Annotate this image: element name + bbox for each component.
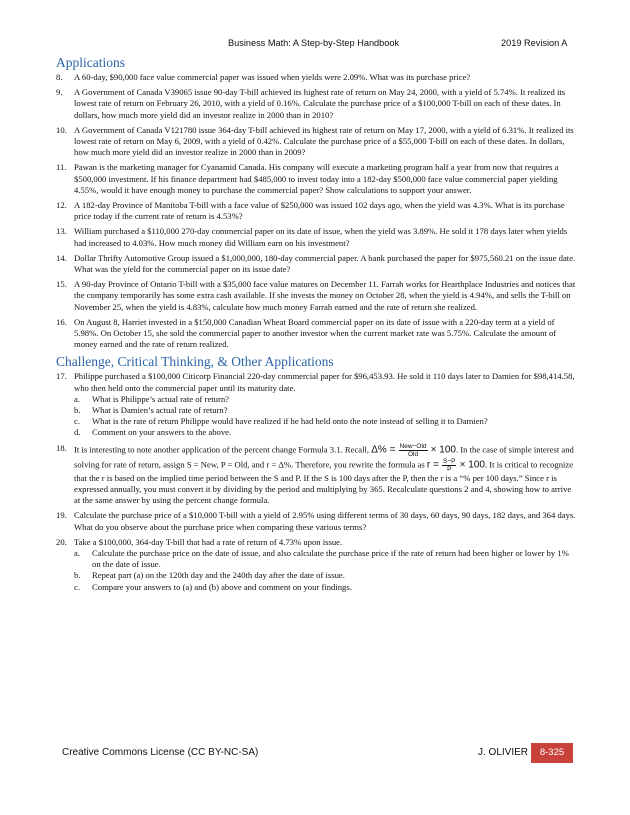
fraction-denominator: Old (407, 450, 419, 458)
times-100: × 100 (430, 444, 456, 456)
author-name: J. OLIVIER (478, 747, 529, 758)
problem-12 (56, 200, 576, 222)
problem-number: 13. (56, 226, 67, 237)
problem-11 (56, 162, 576, 196)
sub-question-c (74, 582, 576, 593)
problem-text: Philippe purchased a $100,000 Citicorp Financial 220-day commercial paper for $96,453.93. He sold it 110 days later to Damien for $98,414.58, who then held onto the commercial paper until its maturity date. (74, 371, 575, 393)
problem-10 (56, 125, 576, 159)
problem-8 (56, 72, 576, 83)
problem-number: 12. (56, 200, 67, 211)
fraction-denominator: P (447, 465, 452, 473)
sub-label: b. (74, 570, 81, 581)
sub-label: c. (74, 581, 80, 592)
problem-14 (56, 253, 576, 275)
sub-question-list (74, 394, 576, 439)
sub-question-b (74, 570, 576, 581)
problem-18 (56, 443, 576, 507)
problem-number: 16. (56, 316, 67, 327)
problem-number: 17. (56, 371, 67, 382)
problem-text-part-2: . In the case of simple interest and solving for rate of return, assign S = New, P = Old, and r = Δ%. Therefore, you rewrite the formula as (74, 444, 574, 470)
problem-text: A 182-day Province of Manitoba T-bill with a face value of $250,000 was issued 102 days ago, when the yield was 4.3%. What is its purchase price today if the current rate of return is 4.53%? (74, 200, 565, 222)
problem-text-part-1: It is interesting to note another application of the percent change Formula 3.1. Recall, (74, 444, 372, 455)
license-text: Creative Commons License (CC BY-NC-SA) (62, 747, 259, 758)
applications-list (56, 72, 576, 350)
sub-text: Calculate the purchase price on the date of issue, and also calculate the purchase price if the rate of return had been higher or lower by 1% on the date of issue. (92, 547, 569, 570)
problem-text: Pawan is the marketing manager for Cyanamid Canada. His company will execute a marketing program half a year from now that requires a $500,000 investment. If his finance department had $485,000 to invest today into a 182-day $500,000 face value commercial paper yielding 4.55%, would it have enough money to purchase the commercial paper? Show calculations to support your answer. (74, 162, 559, 195)
sub-text: What is Philippe’s actual rate of return? (92, 393, 229, 404)
sub-label: c. (74, 416, 80, 427)
problem-text: A Government of Canada V39065 issue 90-day T-bill achieved its highest rate of return on May 24, 2000, with a yield of 5.74%. It realized its lowest rate of return on February 26, 2010, with a yield of 0.16%. Calculate the purchase price of a $100,000 T-bill on each of these dates. In dollars, how much more yield did an investor realize in 2000 than in 2010? (74, 87, 566, 120)
sub-text: What is the rate of return Philippe would have realized if he had held onto the note instead of selling it to Damien? (92, 416, 488, 427)
revision-label: 2019 Revision A (501, 38, 568, 48)
problem-text: Take a $100,000, 364-day T-bill that had a rate of return of 4.73% upon issue. (74, 536, 343, 547)
sub-question-b (74, 405, 576, 416)
problem-text: On August 8, Harriet invested in a $150,000 Canadian Wheat Board commercial paper on its date of issue with a 220-day term at a yield of 5.98%. On October 15, she sold the commercial paper to another investor when the current market rate was 5.75%. Calculate the amount of money earned and the rate of return realized. (74, 316, 557, 350)
challenge-heading: Challenge, Critical Thinking, & Other Applications (56, 354, 334, 370)
fraction-numerator: S−P (443, 457, 456, 465)
sub-text: Repeat part (a) on the 120th day and the 240th day after the date of issue. (92, 570, 345, 581)
book-title: Business Math: A Step-by-Step Handbook (228, 38, 400, 48)
sub-question-a (74, 548, 576, 570)
sub-text: What is Damien’s actual rate of return? (92, 405, 228, 416)
problem-19 (56, 510, 576, 532)
fraction-numerator: New−Old (399, 442, 427, 450)
problem-text: A Government of Canada V121780 issue 364-day T-bill achieved its highest rate of return on May 17, 2000, with a yield of 6.31%. It realized its lowest rate of return on May 6, 2009, with a yield of 0.42%. Calculate the purchase price of a $55,000 T-bill on each of these dates. In dollars, how much more yield did an investor realize in 2000 than in 2009? (74, 124, 574, 158)
problem-15 (56, 279, 576, 313)
sub-text: Comment on your answers to the above. (92, 427, 232, 438)
rate-formula-lhs: r = (426, 459, 439, 471)
sub-label: a. (74, 547, 80, 558)
problem-20 (56, 537, 576, 593)
challenge-list (56, 371, 576, 592)
problem-number: 8. (56, 72, 63, 82)
page-content (56, 55, 576, 597)
sub-question-d (74, 427, 576, 438)
sub-label: d. (74, 427, 81, 438)
problem-16 (56, 317, 576, 351)
problem-17 (56, 371, 576, 438)
problem-number: 18. (56, 442, 67, 453)
sub-label: b. (74, 405, 81, 416)
problem-number: 14. (56, 252, 67, 263)
problem-number: 11. (56, 162, 67, 173)
sub-question-list (74, 548, 576, 593)
problem-text: A 60-day, $90,000 face value commercial paper was issued when yields were 2.09%. What was its purchase price? (74, 72, 471, 82)
problem-number: 10. (56, 124, 67, 135)
sub-question-c (74, 416, 576, 427)
problem-text: William purchased a $110,000 270-day commercial paper on its date of issue, when the yield was 3.89%. He sold it 178 days later when yields had increased to 4.03%. How much money did William earn on his investment? (74, 226, 568, 248)
rate-fraction (442, 458, 456, 473)
problem-text: A 90-day Province of Ontario T-bill with a $35,000 face value matures on December 11. Farrah works for Hearthplace Industries and notices that the company temporarily has some extra cash available. If she invests the money on October 28, when the yield is 4.94%, and sells the T-bill on November 25, when the yield is 4.83%, calculate how much money Farrah earned and the rate of return she realized. (74, 279, 576, 312)
problem-number: 15. (56, 279, 67, 290)
problem-number: 19. (56, 510, 67, 521)
applications-heading: Applications (56, 55, 125, 70)
problem-text: Dollar Thrifty Automotive Group issued a $1,000,000, 180-day commercial paper. A bank purchased the paper for $975,560.21 on the issue date. What was the yield for the commercial paper on its issue date? (74, 252, 576, 275)
sub-question-a (74, 394, 576, 405)
problem-number: 20. (56, 536, 67, 547)
times-100: × 100 (459, 459, 485, 471)
problem-13 (56, 226, 576, 248)
sub-text: Compare your answers to (a) and (b) above and comment on your findings. (92, 581, 352, 592)
sub-label: a. (74, 393, 80, 404)
percent-change-fraction (399, 443, 428, 458)
problem-number: 9. (56, 87, 63, 98)
delta-formula-lhs: Δ% = (371, 444, 396, 456)
problem-text: Calculate the purchase price of a $10,000 T-bill with a yield of 2.95% using different terms of 30 days, 60 days, 90 days, 182 days, and 364 days. What do you observe about the purchase price when comparing these various terms? (74, 510, 576, 532)
problem-text-part-3: . It is critical to recognize that the r is based on the implied time period between the S and P. If the S is 100 days after the P, then the r is a “% per 100 days.” Since r is expressed annually, you must convert it by dividing by the period and multiplying by 365. Recalculate questions 2 and 4, showing how to arrive at the same answer by using the percent change formula. (74, 459, 574, 506)
problem-9 (56, 87, 576, 121)
page-number-badge: 8-325 (531, 743, 573, 763)
